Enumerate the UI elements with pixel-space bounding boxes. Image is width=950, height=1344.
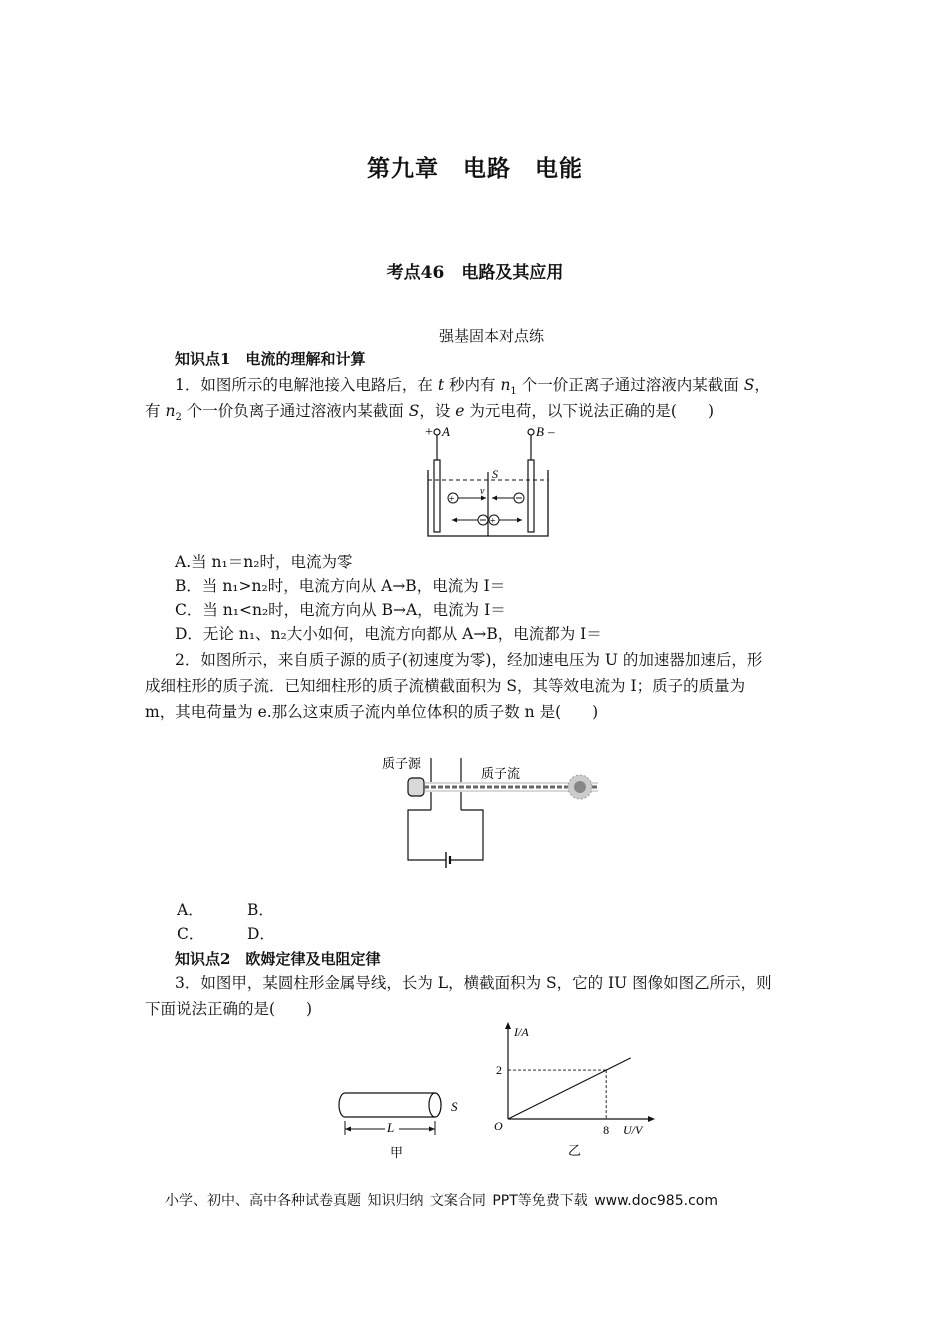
footer: 小学、初中、高中各种试卷真题 知识归纳 文案合同 PPT等免费下载 www.doc985.com [165,1193,718,1209]
q3-line2: 下面说法正确的是( ) [145,1000,313,1018]
q1-line2: 有 $n_2$ 个一价负离子通过溶液内某截面 S，设 e 为元电荷，以下说法正确的是( ) [145,402,715,424]
chapter-title [0,150,950,183]
fig2-beam-label: 质子流 [481,766,521,781]
fig3-label-l: L [387,1120,395,1135]
target-burst-icon [568,775,592,799]
q1-text-d: 有 [145,402,161,420]
svg-text:+: + [449,494,455,505]
chart-ylabel: I/A [514,1025,529,1039]
chart-xtick-8: 8 [603,1123,610,1137]
series-line [508,1058,631,1119]
q1-text-c: 个一价正离子通过溶液内某截面 [521,376,739,394]
q1-text-e: 个一价负离子通过溶液内某截面 [186,402,404,420]
fig2-source-label: 质子源 [382,756,422,771]
q2-option-a: A． [177,901,204,919]
section-title: 强基固本对点练 [438,327,544,345]
q3-line1: 3．如图甲，某圆柱形金属导线，长为 L，横截面积为 S，它的 IU 图像如图乙所示，则 [175,974,772,992]
fig3-caption-jia: 甲 [390,1145,404,1160]
chart-origin: O [494,1119,503,1133]
x-axis-arrow [648,1116,655,1122]
q1-text-b: 秒内有 [448,376,496,394]
q1-text-g: 为元电荷，以下说法正确的是( ) [469,402,715,420]
knowledge-point-1: 知识点1 电流的理解和计算 [175,350,366,368]
q1-text-a: 1．如图所示的电解池接入电路后，在 [175,376,433,394]
iu-chart [490,1022,660,1162]
q1-text-f: ，设 [419,402,451,420]
q2-option-b: B． [247,901,274,919]
fig3-caption-yi: 乙 [568,1143,582,1158]
proton-beam-figure [378,748,608,868]
chapter-label: 第九章 [367,155,439,182]
fig1-label-s: S [492,467,498,481]
q1-option-a: A.当 n₁＝n₂时，电流为零 [175,553,353,571]
fig1-label-a: A [442,424,450,439]
proton-source [408,778,424,796]
q1-option-d: D．无论 n₁、n₂大小如何，电流方向都从 A→B，电流都为 I＝ [175,625,602,643]
wire-figure [335,1085,465,1165]
fig1-label-v: v [480,486,485,497]
q2-line3: m，其电荷量为 e.那么这束质子流内单位体积的质子数 n 是( ) [145,703,599,721]
knowledge-point-2: 知识点2 欧姆定律及电阻定律 [175,950,381,968]
chapter-part2: 电能 [535,155,583,182]
q1-option-b: B．当 n₁>n₂时，电流方向从 A→B，电流为 I＝ [175,577,506,595]
q2-option-d: D． [247,925,275,943]
topic-title: 考点46 电路及其应用 [386,263,564,283]
q2-line1: 2．如图所示，来自质子源的质子(初速度为零)，经加速电压为 U 的加速器加速后，形 [175,651,763,669]
metal-wire [339,1093,441,1117]
q2-option-c: C． [177,925,205,943]
svg-text:+: + [490,516,496,527]
y-axis-arrow [505,1022,511,1029]
fig1-label-b: B [536,424,544,439]
electrode-b [528,460,534,532]
fig1-minus: – [548,424,555,439]
q1-line1: 1．如图所示的电解池接入电路后，在 t 秒内有 $n_1$ 个一价正离子通过溶液内某截面 S， [175,376,770,398]
q1-option-c: C．当 n₁<n₂时，电流方向从 B→A，电流为 I＝ [175,601,506,619]
fig1-plus: + [425,425,433,440]
fig3-label-s: S [451,1099,458,1114]
chart-ytick-2: 2 [496,1063,502,1078]
electrode-a [434,460,440,532]
q2-line2: 成细柱形的质子流．已知细柱形的质子流横截面积为 S，其等效电流为 I；质子的质量为 [145,677,746,695]
electrolytic-cell-figure [420,420,560,540]
chart-xlabel: U/V [623,1123,643,1137]
chapter-part1: 电路 [463,155,511,182]
